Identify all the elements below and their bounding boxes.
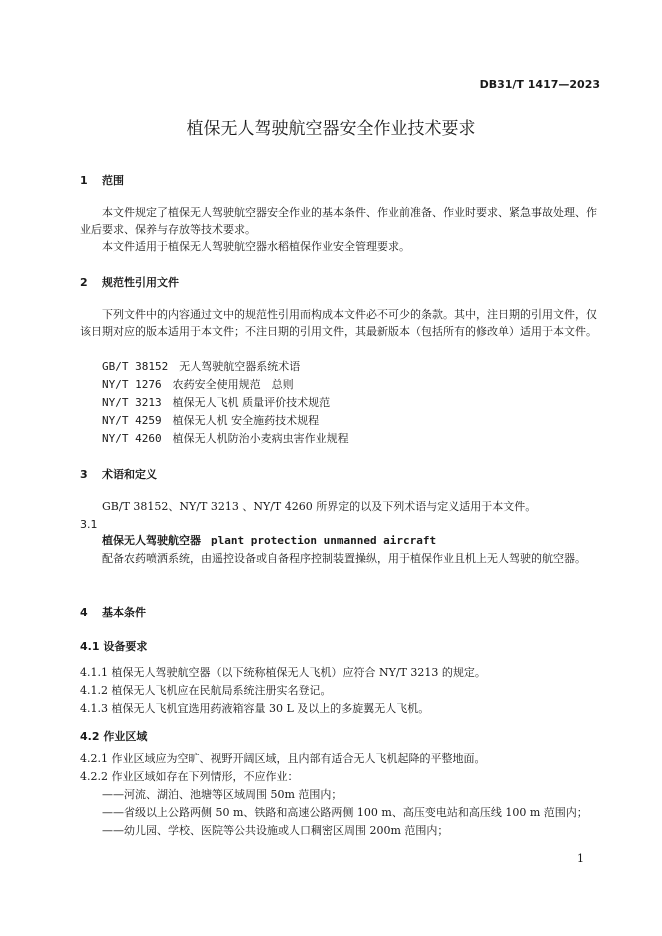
section-number: 4 xyxy=(80,606,88,619)
document-code: DB31/T 1417—2023 xyxy=(479,78,600,91)
section-number: 1 xyxy=(80,174,88,187)
section-heading-1 xyxy=(80,172,124,188)
term-definition: 配备农药喷洒系统，由遥控设备或自备程序控制装置操纵，用于植保作业且机上无人驾驶的航空器。 xyxy=(102,552,586,565)
term-english: plant protection unmanned aircraft xyxy=(211,534,437,547)
clause-item: 4.1.3 植保无人飞机宜选用药液箱容量 30 L 及以上的多旋翼无人飞机。 xyxy=(80,702,430,715)
reference-item xyxy=(102,394,330,411)
section-heading-2 xyxy=(80,274,179,290)
subsection-title: 作业区域 xyxy=(103,730,148,743)
reference-item xyxy=(102,412,319,429)
subsection-number: 4.2 xyxy=(80,730,100,743)
reference-code: NY/T 4260 xyxy=(102,432,162,445)
reference-code: NY/T 3213 xyxy=(102,396,162,409)
section-title: 术语和定义 xyxy=(102,468,157,481)
paragraph: 本文件规定了植保无人驾驶航空器安全作业的基本条件、作业前准备、作业时要求、紧急事故处理、作业后要求、保养与存放等技术要求。 xyxy=(80,206,597,236)
term-number: 3.1 xyxy=(80,518,98,531)
clause-item: 4.2.2 作业区域如存在下列情形，不应作业： xyxy=(80,770,299,783)
reference-name: 植保无人机防治小麦病虫害作业规程 xyxy=(172,432,349,445)
clause-item: 4.1.1 植保无人驾驶航空器（以下统称植保无人飞机）应符合 NY/T 3213 的规定。 xyxy=(80,666,486,679)
paragraph: GB/T 38152、NY/T 3213 、NY/T 4260 所界定的以及下列术语与定义适用于本文件。 xyxy=(102,500,537,513)
reference-item xyxy=(102,376,294,393)
dash-list-item: ——幼儿园、学校、医院等公共设施或人口稠密区周围 200m 范围内； xyxy=(102,824,449,837)
section-number: 3 xyxy=(80,468,88,481)
section-number: 2 xyxy=(80,276,88,289)
reference-name: 无人驾驶航空器系统术语 xyxy=(179,360,301,373)
paragraph: 下列文件中的内容通过文中的规范性引用而构成本文件必不可少的条款。其中，注日期的引用文件，仅该日期对应的版本适用于本文件；不注日期的引用文件，其最新版本（包括所有的修改单）适用于本文件。 xyxy=(80,308,597,338)
subsection-title: 设备要求 xyxy=(103,640,148,653)
reference-name: 植保无人机 安全施药技术规程 xyxy=(172,414,320,427)
reference-code: NY/T 4259 xyxy=(102,414,162,427)
reference-name: 植保无人飞机 质量评价技术规范 xyxy=(172,396,331,409)
term-chinese: 植保无人驾驶航空器 xyxy=(102,534,201,547)
reference-item xyxy=(102,358,300,375)
section-heading-4 xyxy=(80,604,146,620)
dash-list-item: ——河流、湖泊、池塘等区域周围 50m 范围内； xyxy=(102,788,343,801)
page-number: 1 xyxy=(577,852,584,865)
subsection-number: 4.1 xyxy=(80,640,100,653)
section-title: 范围 xyxy=(102,174,124,187)
paragraph: 本文件适用于植保无人驾驶航空器水稻植保作业安全管理要求。 xyxy=(102,240,410,253)
clause-item: 4.1.2 植保无人飞机应在民航局系统注册实名登记。 xyxy=(80,684,332,697)
subsection-heading-4-2 xyxy=(80,728,147,744)
reference-code: NY/T 1276 xyxy=(102,378,162,391)
section-title: 基本条件 xyxy=(102,606,146,619)
term-entry xyxy=(102,532,436,549)
reference-code: GB/T 38152 xyxy=(102,360,169,373)
subsection-heading-4-1 xyxy=(80,638,147,654)
dash-list-item: ——省级以上公路两侧 50 m、铁路和高速公路两侧 100 m、高压变电站和高压线 100 m 范围内； xyxy=(102,806,588,819)
section-title: 规范性引用文件 xyxy=(102,276,179,289)
section-heading-3 xyxy=(80,466,157,482)
reference-name: 农药安全使用规范 总则 xyxy=(172,378,294,391)
reference-item xyxy=(102,430,349,447)
document-title: 植保无人驾驶航空器安全作业技术要求 xyxy=(186,119,476,139)
clause-item: 4.2.1 作业区域应为空旷、视野开阔区域，且内部有适合无人飞机起降的平整地面。 xyxy=(80,752,486,765)
